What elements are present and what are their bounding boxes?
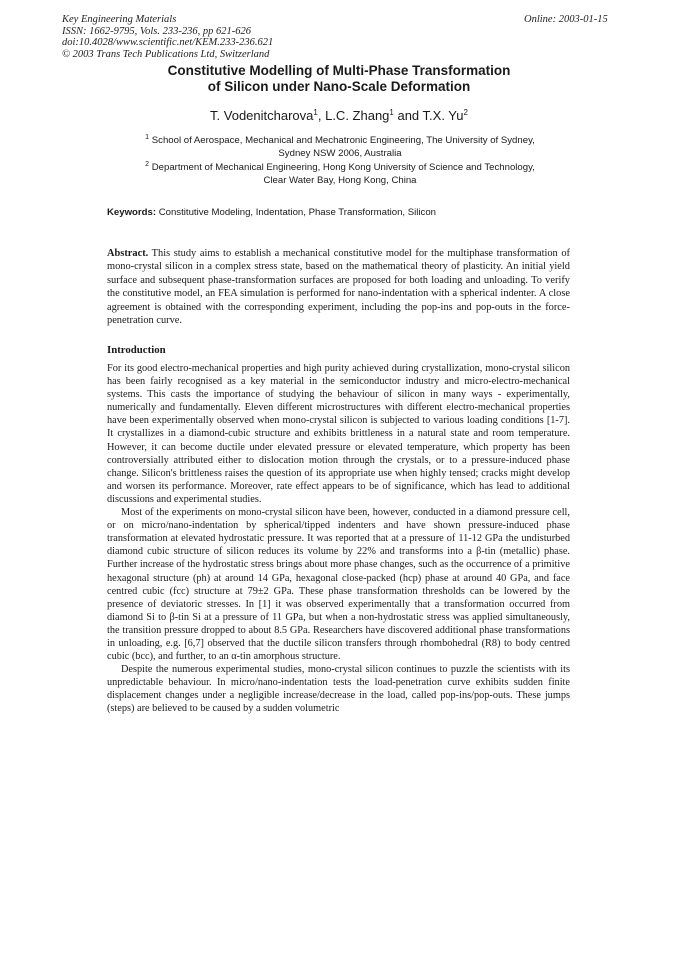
doi-link[interactable]: doi:10.4028/www.scientific.net/KEM.233-236.621	[62, 37, 274, 49]
affiliation-1	[110, 131, 570, 160]
author-name: , L.C. Zhang	[317, 108, 390, 123]
keywords-text: Constitutive Modeling, Indentation, Phase Transformation, Silicon	[156, 207, 437, 218]
paper-title	[0, 63, 678, 94]
author-affiliation-mark: 1	[313, 108, 318, 117]
author-affiliation-mark: 1	[389, 108, 394, 117]
affiliation-2	[110, 158, 570, 187]
affiliation-line: Sydney NSW 2006, Australia	[278, 148, 402, 159]
journal-name: Key Engineering Materials	[62, 14, 177, 25]
author-name: and T.X. Yu	[393, 108, 464, 123]
online-date: Online: 2003-01-15	[524, 14, 608, 25]
publication-metadata	[62, 14, 273, 60]
author-list	[0, 108, 678, 123]
author-name: T. Vodenitcharova	[210, 108, 314, 123]
abstract-label: Abstract.	[107, 248, 149, 259]
affiliation-line: Clear Water Bay, Hong Kong, China	[263, 175, 417, 186]
affiliation-text: School of Aerospace, Mechanical and Mechatronic Engineering, The University of Sydney,	[149, 135, 535, 146]
affiliation-text: Department of Mechanical Engineering, Hong Kong University of Science and Technology,	[149, 162, 535, 173]
affiliation-mark: 1	[145, 134, 150, 141]
affiliation-mark: 2	[145, 161, 150, 168]
affiliation-line	[110, 158, 570, 174]
title-line-1: Constitutive Modelling of Multi-Phase Transformation	[167, 63, 511, 78]
keywords-label: Keywords:	[107, 207, 157, 218]
paragraph: Despite the numerous experimental studies, mono-crystal silicon continues to puzzle the scientists with its unpredictable behaviour. In micro/nano-indentation tests the load-penetration curve exhibits sudden finite displacement changes under a negligible increase/decrease in the load, called pop-ins/pop-outs. These jumps (steps) are believed to be caused by a sudden volumetric	[107, 664, 570, 715]
issn-line: ISSN: 1662-9795, Vols. 233-236, pp 621-626	[62, 25, 251, 37]
affiliation-line	[110, 131, 570, 147]
paragraph: For its good electro-mechanical properties and high purity achieved during crystallization, mono-crystal silicon has been fairly recognised as a key material in the semiconductor industry and micro-electro-mechanical systems. This casts the importance of studying the behaviour of silicon in many ways - experimentally, numerically and fundamentally. Eleven different microstructures with different electro-mechanical properties have been experimentally observed when mono-crystal silicon is subjected to various loading conditions [1-7]. It crystallizes in a diamond-cubic structure and exhibits brittleness in a natural state and room temperature. However, it can become ductile under elevated pressure or elevated temperature, which property has been controversially attributed either to dislocation motion through the crystals, or to a pressure-induced phase change. Silicon's brittleness raises the question of its appropriate use when highly tensed; cracks might develop and worsen its performance. Moreover, rate effect appears to be of significance, which has lead to additional discussions and experimental studies.	[107, 363, 570, 505]
keywords	[107, 207, 436, 218]
abstract-text: This study aims to establish a mechanical constitutive model for the multiphase transformation of mono-crystal silicon in a complex stress state, based on the mathematical theory of plasticity. An initial yield surface and subsequent phase-transformation surfaces are proposed for both loading and unloading. To verify the constitutive model, an FEA simulation is performed for nano-indentation with a spherical indenter. A close agreement is obtained with the corresponding experiment, including the pop-ins and pop-outs in the force-penetration curve.	[107, 248, 570, 327]
paragraph: Most of the experiments on mono-crystal silicon have been, however, conducted in a diamond pressure cell, or on micro/nano-indentation by spherical/tipped indenters and have shown pressure-induced phase transformation at elevated hydrostatic pressure. It was reported that at a pressure of 11-12 GPa the undisturbed diamond cubic structure of silicon reduces its volume by 22% and transforms into a β-tin (metallic) phase. Further increase of the hydrostatic stress brings about more phase changes, such as the occurrence of a primitive hexagonal structure (ph) at around 14 GPa, hexagonal close-packed (hcp) phase at around 40 GPa, and face centred cubic (fcc) structure at 79±2 GPa. These phase transformation thresholds can be lowered by the presence of deviatoric stresses. In [1] it was observed experimentally that a transformation occurred from diamond Si to β-tin Si at a pressure of 11 GPa, but when a non-hydrostatic stress was applied simultaneously, the transition pressure dropped to about 8.5 GPa. Researchers have discovered additional phase transformations in unloading, e.g. [6,7] observed that the ductile silicon transfers through rhombohedral (R8) to body centred cubic (bcc), and further, to an α-tin amorphous structure.	[107, 507, 570, 663]
section-heading-introduction: Introduction	[107, 344, 166, 356]
introduction-body	[107, 362, 570, 716]
abstract	[107, 247, 570, 327]
author-affiliation-mark: 2	[463, 108, 468, 117]
title-line-2: of Silicon under Nano-Scale Deformation	[207, 78, 471, 94]
copyright-line: © 2003 Trans Tech Publications Ltd, Switzerland	[62, 48, 270, 60]
